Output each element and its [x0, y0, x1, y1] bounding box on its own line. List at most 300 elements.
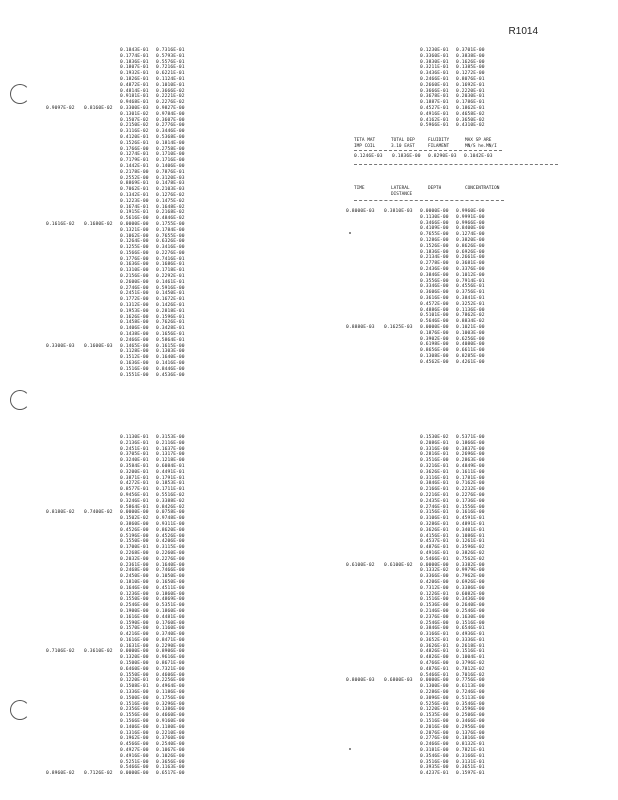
- table-cell: 0.3546E-00: [420, 753, 449, 759]
- table-cell: 0.1550E-00: [120, 597, 149, 603]
- table-cell: 0.4156E-01: [420, 533, 449, 539]
- table-cell: 0.3846E-00: [420, 272, 449, 278]
- table-cell: 0.3610E-02: [84, 649, 113, 655]
- table-cell: 0.5966E-01: [420, 123, 449, 129]
- table-cell: 0.2356E-00: [120, 707, 149, 713]
- table-cell: 0.4814E-01: [120, 88, 149, 94]
- table-cell: 0.3650E-02: [456, 117, 485, 123]
- top-left-table: [46, 48, 194, 378]
- table-cell: 0.5351E-00: [156, 603, 185, 609]
- table-cell: 0.1255E-00: [120, 245, 149, 251]
- punch-hole-bottom: [10, 700, 30, 720]
- table-cell: 0.3606E-00: [420, 290, 449, 296]
- table-cell: 0.2276E-00: [456, 492, 485, 498]
- table-row: [420, 123, 494, 129]
- table-cell: 0.1502E-02: [120, 516, 149, 522]
- table-cell: 0.8960E-02: [46, 771, 75, 777]
- table-cell: 0.3596E-02: [456, 545, 485, 551]
- table-cell: 0.2450E-00: [120, 574, 149, 580]
- table-cell: 0.1186E-00: [156, 690, 185, 696]
- table-cell: 0.8626E-00: [456, 243, 485, 249]
- table-cell: 0.1766E-00: [120, 146, 149, 152]
- table-cell: 0.8400E-00: [456, 226, 485, 232]
- table-cell: 0.4876E-01: [420, 545, 449, 551]
- table-cell: 0.6517E-00: [156, 771, 185, 777]
- table-cell: 0.1716E-00: [156, 158, 185, 164]
- table-cell: 0.8000E-03: [346, 678, 375, 684]
- table-cell: 0.1556E-00: [120, 713, 149, 719]
- table-cell: 0.4109E-00: [420, 226, 449, 232]
- table-cell: 0.1876E-00: [420, 330, 449, 336]
- table-cell: 0.0000E-00: [420, 678, 449, 684]
- table-cell: 0.1836E-01: [120, 59, 149, 65]
- table-cell: 0.5864E-01: [156, 337, 185, 343]
- table-cell: 0.1406E-00: [120, 326, 149, 332]
- table-cell: 0.2146E-00: [420, 608, 449, 614]
- table-cell: 0.1648E-02: [156, 204, 185, 210]
- table-cell: 0.2016E-00: [420, 724, 449, 730]
- table-cell: 0.1124E-01: [156, 76, 185, 82]
- table-cell: 0.1128E-00: [120, 349, 149, 355]
- table-cell: 0.3116E-01: [420, 475, 449, 481]
- table-cell: 0.1862E-01: [456, 105, 485, 111]
- table-cell: 0.4080E-00: [456, 342, 485, 348]
- table-cell: 0.3701E-00: [456, 48, 485, 53]
- table-cell: 0.4562E-00: [420, 359, 449, 365]
- table-cell: 0.5196E-00: [120, 533, 149, 539]
- table-cell: 0.1223E-00: [120, 198, 149, 204]
- table-cell: 0.1010E-01: [156, 82, 185, 88]
- table-cell: 0.9456E-01: [120, 492, 149, 498]
- table-row: [354, 154, 502, 160]
- table-cell: 0.1042E-03: [464, 154, 493, 159]
- table-cell: 0.8906E-00: [156, 649, 185, 655]
- column-header-line: FLUIDITY: [428, 138, 450, 143]
- table-cell: 0.0000E-00: [120, 649, 149, 655]
- table-cell: 0.1772E-00: [120, 297, 149, 303]
- table-cell: 0.1784E-00: [156, 227, 185, 233]
- table-cell: 0.4162E-01: [420, 117, 449, 123]
- table-cell: 0.1062E-00: [120, 233, 149, 239]
- table-cell: 0.1276E-02: [156, 192, 185, 198]
- table-cell: 0.1332E-02: [420, 568, 449, 574]
- table-cell: 0.9784E-00: [156, 111, 185, 117]
- table-cell: 0.1672E-01: [156, 297, 185, 303]
- table-cell: 0.1180E-00: [156, 724, 185, 730]
- table-cell: 0.1736E-00: [456, 498, 485, 504]
- table-cell: 0.7862E-02: [456, 313, 485, 319]
- table-cell: 0.3666E-01: [420, 88, 449, 94]
- table-cell: 0.1507E-02: [120, 117, 149, 123]
- table-cell: 0.4511E-00: [156, 585, 185, 591]
- table-cell: 0.3830E-01: [420, 59, 449, 65]
- table-cell: 0.3666E-02: [156, 88, 185, 94]
- table-cell: 0.2816E-01: [420, 452, 449, 458]
- table-cell: 0.3336E-01: [456, 637, 485, 643]
- table-cell: 0.1650E-00: [156, 579, 185, 585]
- table-cell: 0.1004E-01: [456, 655, 485, 661]
- table-cell: 0.9991E-00: [456, 214, 485, 220]
- table-cell: 0.3166E-01: [420, 632, 449, 638]
- summary-rule: [354, 150, 502, 151]
- table-cell: 0.7246E-00: [456, 690, 485, 696]
- table-cell: 0.7466E-00: [156, 568, 185, 574]
- table-cell: 0.3838E-00: [456, 53, 485, 59]
- table-cell: 0.1336E-00: [120, 690, 149, 696]
- table-cell: 0.1274E-00: [456, 232, 485, 238]
- table-cell: 0.2863E-00: [456, 458, 485, 464]
- table-cell: 0.8620E-00: [156, 527, 185, 533]
- column-header: [428, 186, 465, 197]
- table-cell: 0.8160E-02: [84, 105, 113, 111]
- table-cell: 0.6800E-03: [384, 678, 413, 684]
- table-cell: 0.2546E-00: [420, 620, 449, 626]
- table-cell: 0.2260E-00: [156, 550, 185, 556]
- table-cell: 0.3401E-01: [456, 527, 485, 533]
- table-cell: 0.1760E-00: [156, 620, 185, 626]
- table-row: [346, 360, 494, 366]
- lateral-rule: [354, 200, 504, 201]
- table-cell: 0.8656E-00: [420, 348, 449, 354]
- table-cell: 0.1686E-01: [156, 262, 185, 268]
- table-cell: 0.1220E-01: [420, 707, 449, 713]
- table-cell: 0.1915E-01: [120, 210, 149, 216]
- column-header: [428, 138, 465, 149]
- table-cell: 0.9311E-00: [156, 521, 185, 527]
- table-cell: 0.3376E-00: [456, 266, 485, 272]
- table-cell: 0.1218E-00: [156, 458, 185, 464]
- table-cell: 0.4120E-01: [120, 134, 149, 140]
- table-cell: 0.1556E-00: [456, 504, 485, 510]
- table-cell: 0.3360E-01: [420, 53, 449, 59]
- table-cell: 0.1220E-01: [120, 678, 149, 684]
- table-cell: 0.1264E-00: [120, 239, 149, 245]
- table-cell: 0.2660E-01: [420, 82, 449, 88]
- table-cell: 0.8880E-03: [346, 324, 375, 330]
- table-cell: 0.2216E-01: [420, 492, 449, 498]
- table-cell: 0.1136E-00: [456, 307, 485, 313]
- table-cell: 0.1590E-00: [120, 620, 149, 626]
- table-cell: 0.3796E-02: [456, 661, 485, 667]
- lateral-headers: [354, 186, 502, 197]
- table-cell: 0.2552E-00: [120, 175, 149, 181]
- table-cell: 0.3416E-00: [156, 245, 185, 251]
- table-cell: 0.1866E-00: [456, 440, 485, 446]
- table-cell: 0.1566E-00: [120, 250, 149, 256]
- column-header: [465, 138, 502, 149]
- table-cell: 0.3860E-00: [120, 521, 149, 527]
- table-cell: 0.1637E-00: [156, 446, 185, 452]
- table-cell: 0.1086E-01: [456, 533, 485, 539]
- table-cell: 0.8132E-01: [456, 742, 485, 748]
- table-cell: 0.1860E-00: [156, 608, 185, 614]
- table-cell: 0.3382E-00: [456, 562, 485, 568]
- table-cell: 0.1021E-00: [456, 324, 485, 330]
- table-cell: 0.1814E-00: [156, 140, 185, 146]
- table-cell: 0.1680E-02: [84, 221, 113, 227]
- table-cell: 0.3651E-01: [456, 765, 485, 771]
- table-cell: 0.1321E-00: [120, 227, 149, 233]
- bottom-right-table: [346, 435, 494, 777]
- table-cell: 0.7914E-01: [456, 278, 485, 284]
- table-cell: 0.1535E-00: [420, 713, 449, 719]
- table-cell: 0.2466E-00: [120, 337, 149, 343]
- table-cell: 0.1286E-00: [420, 237, 449, 243]
- table-cell: 0.4916E-01: [420, 550, 449, 556]
- table-cell: 0.1450E-01: [156, 291, 185, 297]
- table-cell: 0.5466E-00: [120, 765, 149, 771]
- table-cell: 0.3166E-01: [456, 753, 485, 759]
- table-cell: 0.2818E-01: [156, 308, 185, 314]
- table-cell: 0.1516E-00: [420, 597, 449, 603]
- table-cell: 0.4766E-00: [420, 661, 449, 667]
- table-cell: 0.1465E-00: [120, 343, 149, 349]
- table-cell: 0.7562E-02: [456, 556, 485, 562]
- table-cell: 0.8577E-01: [120, 487, 149, 493]
- table-cell: 0.2436E-00: [420, 266, 449, 272]
- table-cell: 0.3300E-03: [120, 105, 149, 111]
- table-cell: 0.3216E-01: [420, 463, 449, 469]
- table-cell: 0.9468E-01: [120, 100, 149, 106]
- table-row: [346, 771, 494, 777]
- table-cell: 0.1860E-00: [156, 591, 185, 597]
- table-cell: 0.0000E-00: [120, 771, 149, 777]
- table-cell: 0.2178E-00: [120, 169, 149, 175]
- table-cell: 0.5864E-01: [120, 504, 149, 510]
- table-cell: 0.1226E-01: [420, 591, 449, 597]
- table-cell: 0.2640E-00: [456, 603, 485, 609]
- table-cell: 0.3300E-03: [46, 343, 75, 349]
- table-cell: 0.2361E-00: [120, 562, 149, 568]
- table-cell: 0.4591E-01: [456, 516, 485, 522]
- table-cell: 0.3246E-01: [120, 498, 149, 504]
- table-cell: 0.4237E-01: [420, 771, 449, 777]
- table-cell: 0.1646E-00: [120, 585, 149, 591]
- table-cell: 0.1810E-00: [120, 579, 149, 585]
- document-id: R1014: [508, 26, 538, 37]
- table-cell: 0.1836E-00: [392, 154, 421, 159]
- table-cell: 0.7756E-00: [456, 678, 485, 684]
- table-cell: 0.4206E-00: [420, 579, 449, 585]
- table-cell: 0.4886E-00: [420, 307, 449, 313]
- table-cell: 0.4916E-00: [120, 753, 149, 759]
- section-rule: [354, 164, 558, 165]
- table-cell: 0.4216E-00: [120, 632, 149, 638]
- table-cell: 0.1516E-00: [420, 719, 449, 725]
- table-cell: 0.1551E-00: [120, 372, 149, 378]
- table-cell: 0.1887E-01: [420, 100, 449, 106]
- table-cell: 0.2292E-01: [156, 274, 185, 280]
- table-cell: 0.4927E-00: [120, 748, 149, 754]
- column-header-line: LATERAL: [391, 186, 410, 191]
- table-cell: 0.4566E-00: [120, 742, 149, 748]
- table-cell: 0.1597E-01: [456, 771, 485, 777]
- table-cell: 0.3871E-01: [120, 475, 149, 481]
- table-cell: 0.1786E-01: [456, 100, 485, 106]
- table-cell: 0.1461E-01: [156, 279, 185, 285]
- table-cell: 0.1611E-00: [456, 469, 485, 475]
- table-cell: 0.3252E-01: [456, 301, 485, 307]
- table-cell: 0.3841E-01: [456, 295, 485, 301]
- table-cell: 0.0000E-00: [420, 209, 449, 214]
- table-cell: 0.1674E-01: [120, 204, 149, 210]
- table-cell: 0.2451E-00: [120, 291, 149, 297]
- table-cell: 0.3181E-00: [420, 748, 449, 754]
- table-cell: 0.7106E-02: [46, 649, 75, 655]
- table-cell: 0.1692E-01: [456, 82, 485, 88]
- table-cell: 0.2276E-02: [156, 100, 185, 106]
- column-header-line: 3.10 EAST: [391, 143, 415, 149]
- table-cell: 0.2220E-01: [456, 88, 485, 94]
- table-cell: 0.2166E-01: [420, 487, 449, 493]
- table-cell: 0.1516E-00: [120, 701, 149, 707]
- table-cell: 0.6082E-00: [456, 591, 485, 597]
- table-cell: 0.9616E-00: [156, 655, 185, 661]
- table-cell: 0.4872E-01: [120, 82, 149, 88]
- column-header: [354, 138, 391, 149]
- table-cell: 0.1616E-02: [46, 221, 75, 227]
- table-cell: 0.8671E-00: [156, 661, 185, 667]
- table-cell: 0.1755E-00: [156, 221, 185, 227]
- table-cell: 0.4272E-01: [120, 481, 149, 487]
- table-cell: 0.4826E-01: [420, 649, 449, 655]
- table-cell: 0.8290E-03: [428, 154, 457, 159]
- table-cell: 0.1630E-00: [456, 614, 485, 620]
- table-cell: 0.7876E-01: [156, 169, 185, 175]
- table-cell: 0.7400E-02: [84, 510, 113, 516]
- table-cell: 0.2600E-00: [120, 279, 149, 285]
- table-cell: 0.1406E-00: [120, 724, 149, 730]
- column-header-line: [465, 192, 502, 198]
- table-cell: 0.1791E-01: [156, 475, 185, 481]
- table-cell: 0.0000E-00: [420, 562, 449, 568]
- table-cell: 0.5256E-00: [420, 701, 449, 707]
- table-cell: 0.9827E-00: [156, 105, 185, 111]
- table-cell: 0.2116E-00: [156, 440, 185, 446]
- table-cell: 0.2168E-02: [156, 210, 185, 216]
- table-cell: 0.3386E-00: [456, 585, 485, 591]
- table-cell: 0.8446E-00: [156, 366, 185, 372]
- table-cell: 0.1616E-00: [456, 510, 485, 516]
- table-cell: 0.6460E-00: [120, 666, 149, 672]
- table-cell: 0.1406E-00: [156, 163, 185, 169]
- table-cell: 0.0000E-00: [120, 221, 149, 227]
- table-cell: 0.2150E-02: [120, 123, 149, 129]
- column-header-line: FILAMENT: [428, 143, 450, 149]
- table-cell: 0.3760E-00: [156, 736, 185, 742]
- table-cell: 0.1300E-00: [420, 684, 449, 690]
- table-cell: 0.8426E-02: [156, 504, 185, 510]
- table-cell: 0.1636E-00: [120, 361, 149, 367]
- table-cell: 0.1500E-00: [120, 661, 149, 667]
- table-cell: 0.6198E-00: [420, 342, 449, 348]
- table-cell: 0.9979E-00: [456, 568, 485, 574]
- table-cell: 0.1516E-00: [456, 620, 485, 626]
- table-cell: 0.1932E-01: [120, 71, 149, 77]
- punch-hole-top: [10, 84, 30, 104]
- table-cell: 0.3626E-01: [420, 527, 449, 533]
- table-cell: 0.2618E-01: [456, 643, 485, 649]
- table-cell: 0.4491E-01: [156, 469, 185, 475]
- table-cell: 0.1756E-00: [156, 695, 185, 701]
- table-cell: 0.3120E-03: [156, 175, 185, 181]
- table-cell: 0.2276E-00: [156, 250, 185, 256]
- column-header-line: CONCENTRATION: [465, 186, 500, 191]
- column-header-line: [354, 192, 391, 198]
- table-cell: 0.7312E-00: [420, 585, 449, 591]
- column-header-line: DISTANCE: [391, 191, 413, 197]
- table-cell: 0.2076E-00: [420, 730, 449, 736]
- table-cell: 0.2466E-00: [420, 742, 449, 748]
- table-cell: 0.7162E-00: [456, 481, 485, 487]
- table-cell: 0.1616E-00: [120, 614, 149, 620]
- table-cell: 0.0000E-00: [420, 324, 449, 330]
- table-cell: 0.4869E-00: [156, 597, 185, 603]
- table-cell: 0.6926E-00: [456, 579, 485, 585]
- table-cell: 0.4826E-00: [420, 655, 449, 661]
- table-cell: 0.6100E-02: [384, 562, 413, 568]
- table-cell: 0.3096E-00: [420, 695, 449, 701]
- table-cell: 0.1570E-00: [120, 626, 149, 632]
- table-cell: 0.3436E-01: [420, 71, 449, 77]
- table-cell: 0.4849E-00: [456, 463, 485, 469]
- table-cell: 0.3366E-00: [420, 574, 449, 580]
- table-cell: 0.2032E-00: [120, 556, 149, 562]
- table-cell: 0.2030E-01: [456, 94, 485, 100]
- table-cell: 0.1530E-02: [420, 435, 449, 440]
- table-cell: 0.1853E-01: [156, 481, 185, 487]
- punch-hole-middle: [10, 390, 30, 410]
- table-cell: 0.2956E-00: [456, 724, 485, 730]
- table-cell: 0.1526E-00: [420, 243, 449, 249]
- table-cell: 0.1781E-00: [456, 475, 485, 481]
- table-cell: 0.1640E-00: [156, 355, 185, 361]
- table-cell: 0.1342E-01: [120, 192, 149, 198]
- table-cell: 0.2268E-00: [120, 550, 149, 556]
- table-cell: 0.3516E-00: [420, 458, 449, 464]
- column-header-line: TOTAL DEP: [391, 138, 415, 143]
- table-cell: 0.5368E-00: [156, 134, 185, 140]
- table-cell: 0.5101E-00: [420, 313, 449, 319]
- table-cell: 0.3596E-00: [456, 707, 485, 713]
- table-cell: 0.3116E-02: [120, 129, 149, 135]
- table-cell: 0.5616E-00: [120, 216, 149, 222]
- table-cell: 0.1640E-00: [156, 562, 185, 568]
- column-header: [354, 186, 391, 197]
- top-right-upper-table: [420, 48, 494, 129]
- table-cell: 0.1508E-01: [120, 684, 149, 690]
- top-right-lower-table: [346, 209, 494, 366]
- table-cell: 0.4536E-00: [156, 372, 185, 378]
- summary-headers: [354, 138, 502, 149]
- table-cell: 0.1416E-00: [156, 361, 185, 367]
- table-cell: 0.1236E-00: [120, 591, 149, 597]
- summary-values-row: [354, 154, 502, 160]
- table-cell: 0.3837E-00: [456, 446, 485, 452]
- table-cell: 0.3296E-00: [156, 701, 185, 707]
- column-header-line: MAX SP ARE: [465, 138, 492, 143]
- table-cell: 0.3388E-02: [156, 498, 185, 504]
- table-cell: 0.1312E-00: [120, 303, 149, 309]
- table-cell: 0.1478E-03: [156, 181, 185, 187]
- table-cell: 0.2746E-00: [120, 285, 149, 291]
- table-cell: 0.0000E-00: [120, 510, 149, 516]
- table-cell: 0.3846E-00: [420, 626, 449, 632]
- table-cell: 0.3652E-01: [420, 637, 449, 643]
- table-cell: 0.5113E-00: [456, 695, 485, 701]
- column-header: [465, 186, 502, 197]
- table-cell: 0.2466E-01: [420, 76, 449, 82]
